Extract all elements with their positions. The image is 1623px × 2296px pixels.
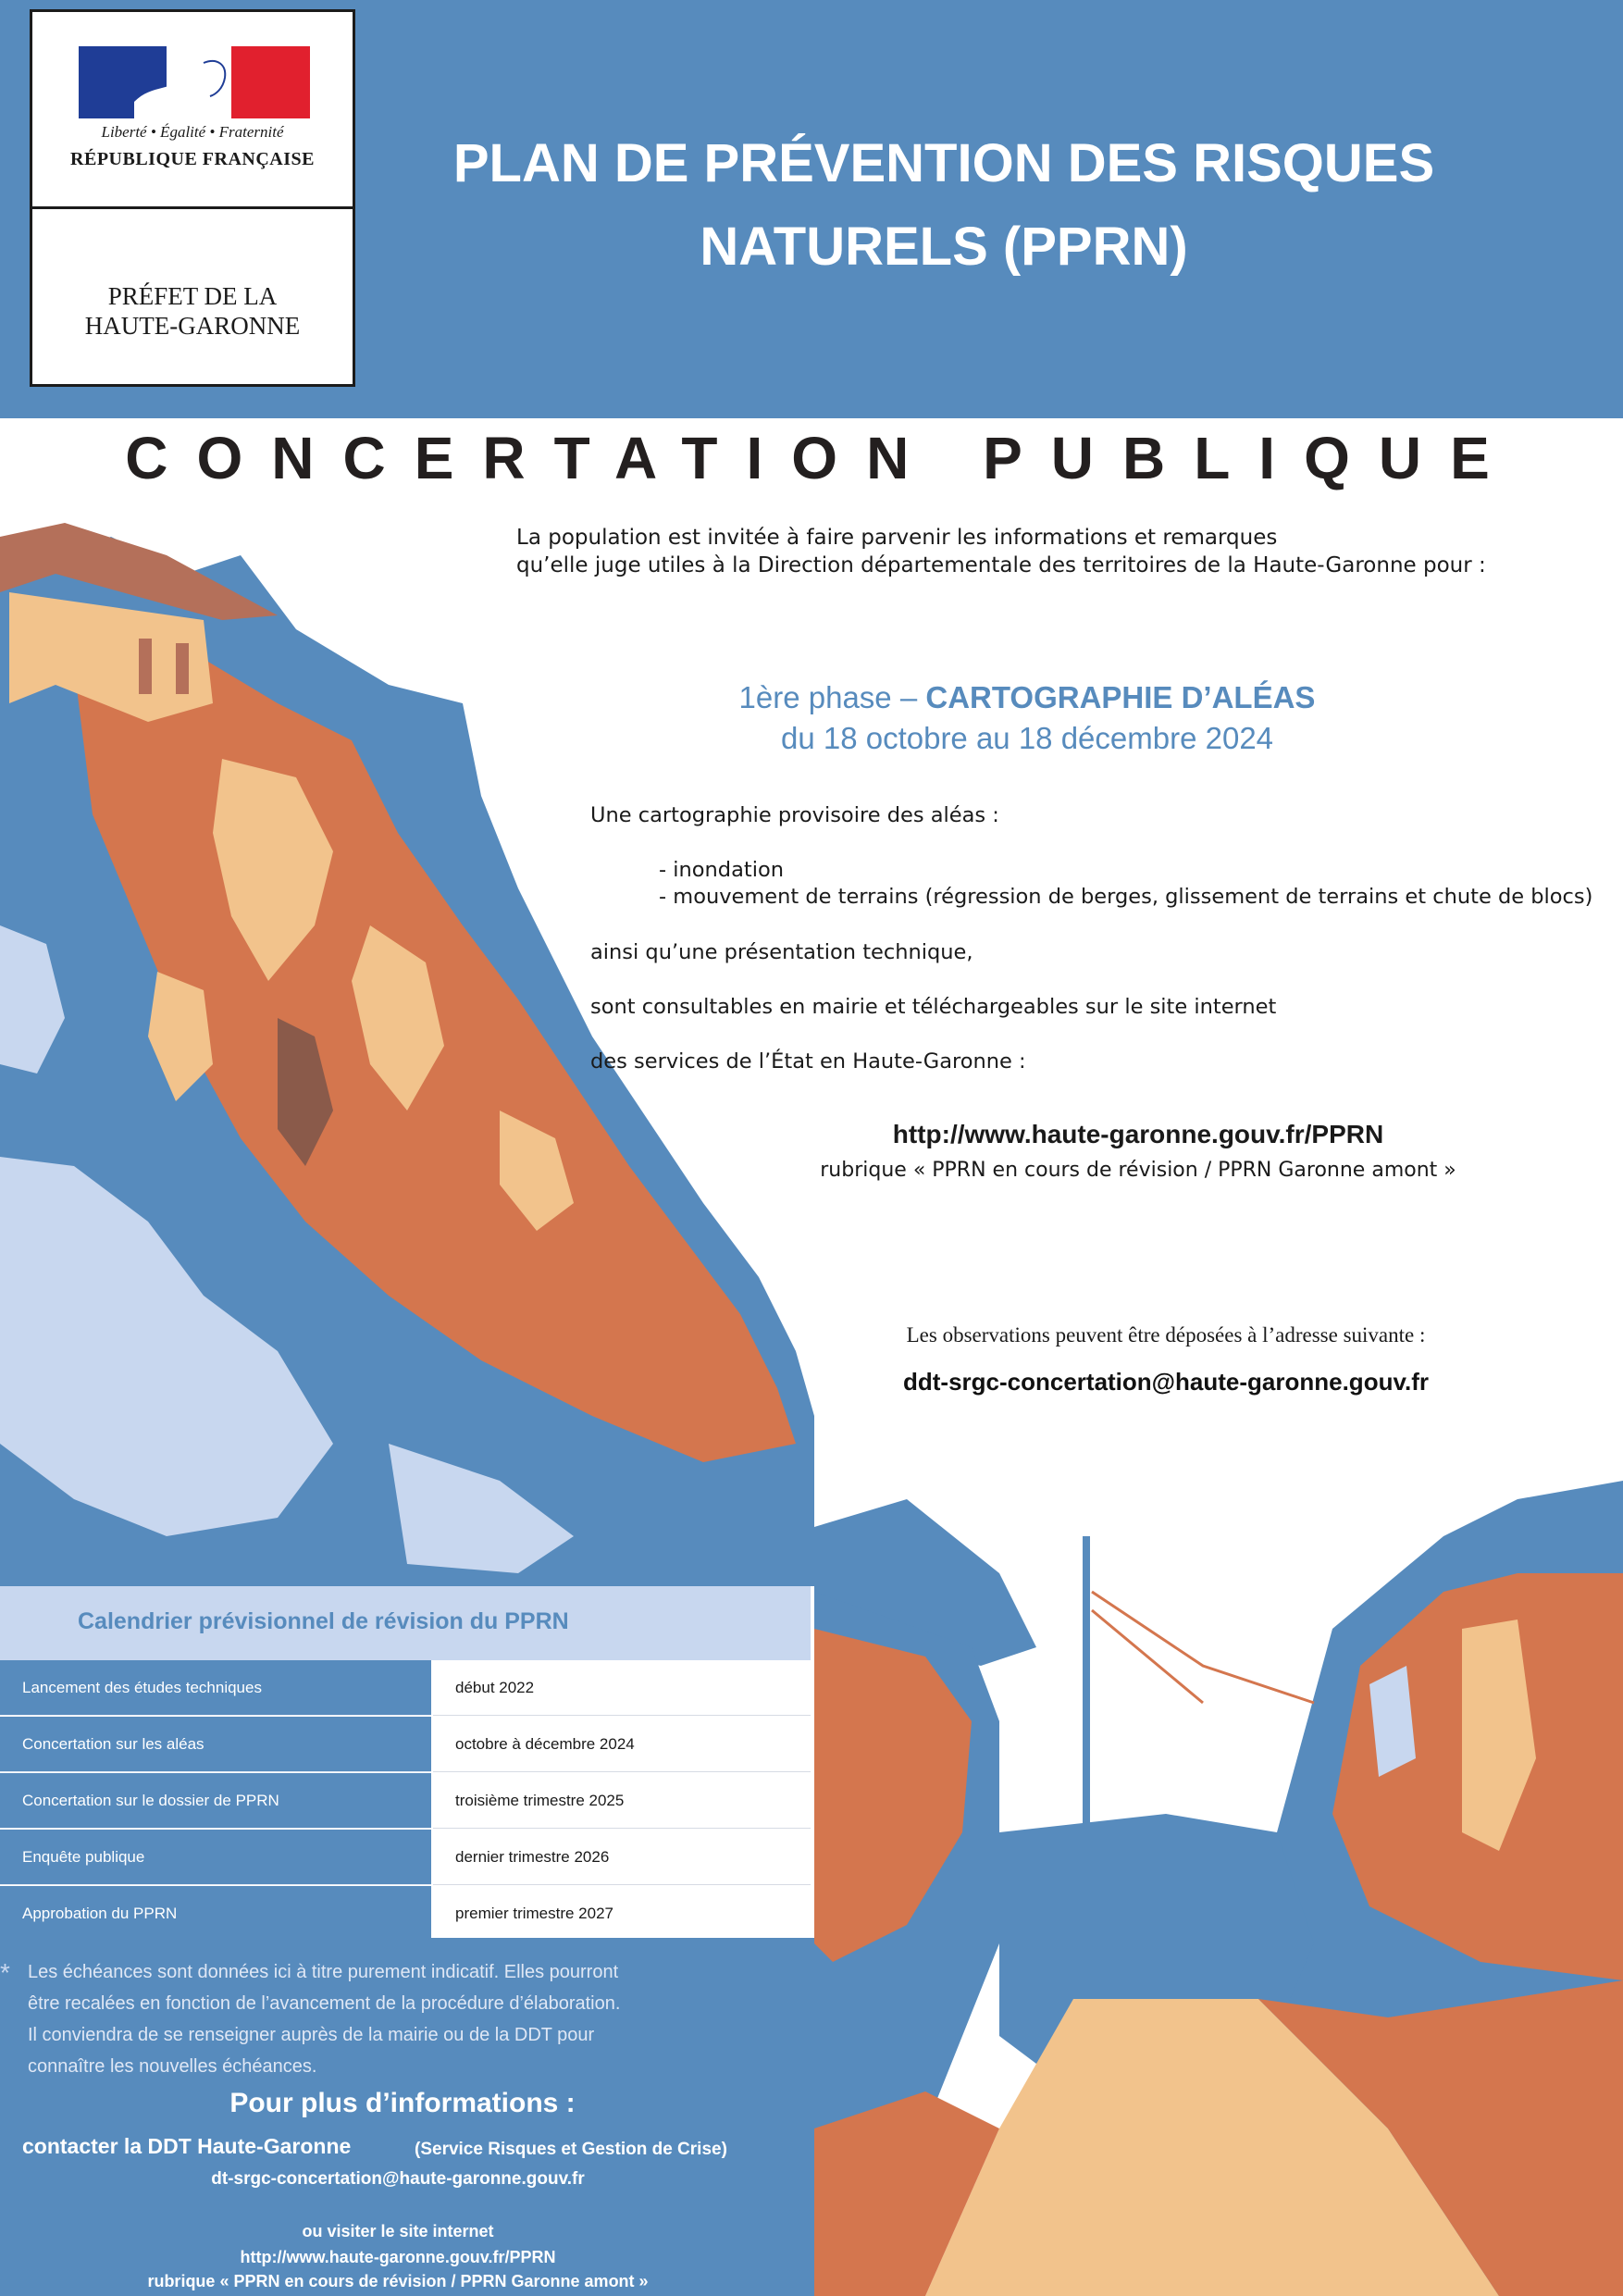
- observations-email-link[interactable]: ddt-srgc-concertation@haute-garonne.gouv.fr: [902, 1368, 1429, 1396]
- website-link[interactable]: http://www.haute-garonne.gouv.fr/PPRN: [892, 1120, 1384, 1148]
- note-line-1: Les échéances sont données ici à titre purement indicatif. Elles pourront: [28, 1962, 619, 1982]
- table-row: [0, 1830, 811, 1885]
- visit-text: ou visiter le site internet: [302, 2222, 494, 2240]
- note-line-3: Il conviendra de se renseigner auprès de la mairie ou de la DDT pour: [28, 2025, 595, 2045]
- presentation-text: ainsi qu’une présentation technique,: [590, 940, 973, 964]
- table-row: [0, 1886, 811, 1942]
- footer-email-link[interactable]: dt-srgc-concertation@haute-garonne.gouv.fr: [211, 2169, 585, 2189]
- row-value: dernier trimestre 2026: [455, 1848, 610, 1866]
- title-line-1: PLAN DE PRÉVENTION DES RISQUES: [452, 133, 1435, 193]
- street-wires: [1092, 1592, 1314, 1703]
- phase-prefix: 1ère phase –: [738, 680, 926, 714]
- phase-heading: [592, 677, 1462, 759]
- prefet-line-1: PRÉFET DE LA: [107, 282, 278, 310]
- row-label: Lancement des études techniques: [22, 1679, 262, 1696]
- more-info-heading: Pour plus d’informations :: [229, 2088, 576, 2118]
- republic-motto: Liberté • Égalité • Fraternité: [101, 123, 284, 141]
- note-line-2: être recalées en fonction de l’avancement de la procédure d’élaboration.: [28, 1993, 621, 2014]
- intro-line-1: La population est invitée à faire parvenir les informations et remarques: [516, 526, 1278, 550]
- row-label: Concertation sur les aléas: [22, 1735, 204, 1753]
- republic-logo: [32, 12, 353, 209]
- list-item-inondation: - inondation: [659, 858, 784, 882]
- note-line-4: connaître les nouvelles échéances.: [28, 2056, 317, 2077]
- row-label: Enquête publique: [22, 1848, 145, 1866]
- schedule-note: [28, 1956, 629, 2082]
- phase-dates: du 18 octobre au 18 décembre 2024: [780, 721, 1274, 755]
- rubrique-text: rubrique « PPRN en cours de révision / PPRN Garonne amont »: [820, 1159, 1456, 1182]
- footer-website-link[interactable]: http://www.haute-garonne.gouv.fr/PPRN: [240, 2248, 556, 2266]
- table-row: [0, 1717, 811, 1772]
- phase-name: CARTOGRAPHIE D’ALÉAS: [925, 680, 1316, 714]
- row-label: Concertation sur le dossier de PPRN: [22, 1792, 279, 1809]
- calendar-title: Calendrier prévisionnel de révision du PPRN: [78, 1608, 569, 1634]
- marianne-flag-icon: [79, 46, 310, 118]
- header-banner: [0, 0, 1623, 418]
- asterisk: *: [0, 1958, 10, 1987]
- service-text: (Service Risques et Gestion de Crise): [415, 2140, 727, 2159]
- list-item-mouvement: - mouvement de terrains (régression de berges, glissement de terrains et chute de blocs): [659, 885, 1593, 909]
- consultable-text: sont consultables en mairie et téléchargeables sur le site internet: [590, 995, 1277, 1019]
- cartography-text: Une cartographie provisoire des aléas :: [590, 803, 999, 827]
- row-value: premier trimestre 2027: [455, 1905, 614, 1922]
- calendar-title-bar: [0, 1586, 811, 1660]
- prefet-label: [32, 209, 353, 384]
- table-row: [0, 1660, 811, 1716]
- prefecture-logo: [30, 9, 355, 387]
- services-text: des services de l’État en Haute-Garonne :: [590, 1049, 1026, 1074]
- table-row: [0, 1773, 811, 1829]
- intro-line-2: qu’elle juge utiles à la Direction départementale des territoires de la Haute-Garonne pour :: [516, 553, 1486, 577]
- row-label: Approbation du PPRN: [22, 1905, 178, 1922]
- page-title: [389, 122, 1499, 289]
- prefet-line-2: HAUTE-GARONNE: [84, 312, 301, 340]
- row-value: octobre à décembre 2024: [455, 1735, 635, 1753]
- observations-text: Les observations peuvent être déposées à l’adresse suivante :: [906, 1323, 1426, 1347]
- house-window-1: [139, 639, 152, 694]
- subtitle: CONCERTATION PUBLIQUE: [125, 425, 1518, 491]
- row-value: début 2022: [455, 1679, 535, 1696]
- republic-name: RÉPUBLIQUE FRANÇAISE: [70, 149, 315, 169]
- intro-paragraph: [516, 524, 1580, 579]
- footer-rubrique: rubrique « PPRN en cours de révision / PPRN Garonne amont »: [147, 2272, 649, 2290]
- contact-text: contacter la DDT Haute-Garonne: [22, 2134, 352, 2158]
- row-value: troisième trimestre 2025: [455, 1792, 625, 1809]
- house-window-2: [176, 643, 189, 694]
- title-line-2: NATURELS (PPRN): [700, 217, 1188, 277]
